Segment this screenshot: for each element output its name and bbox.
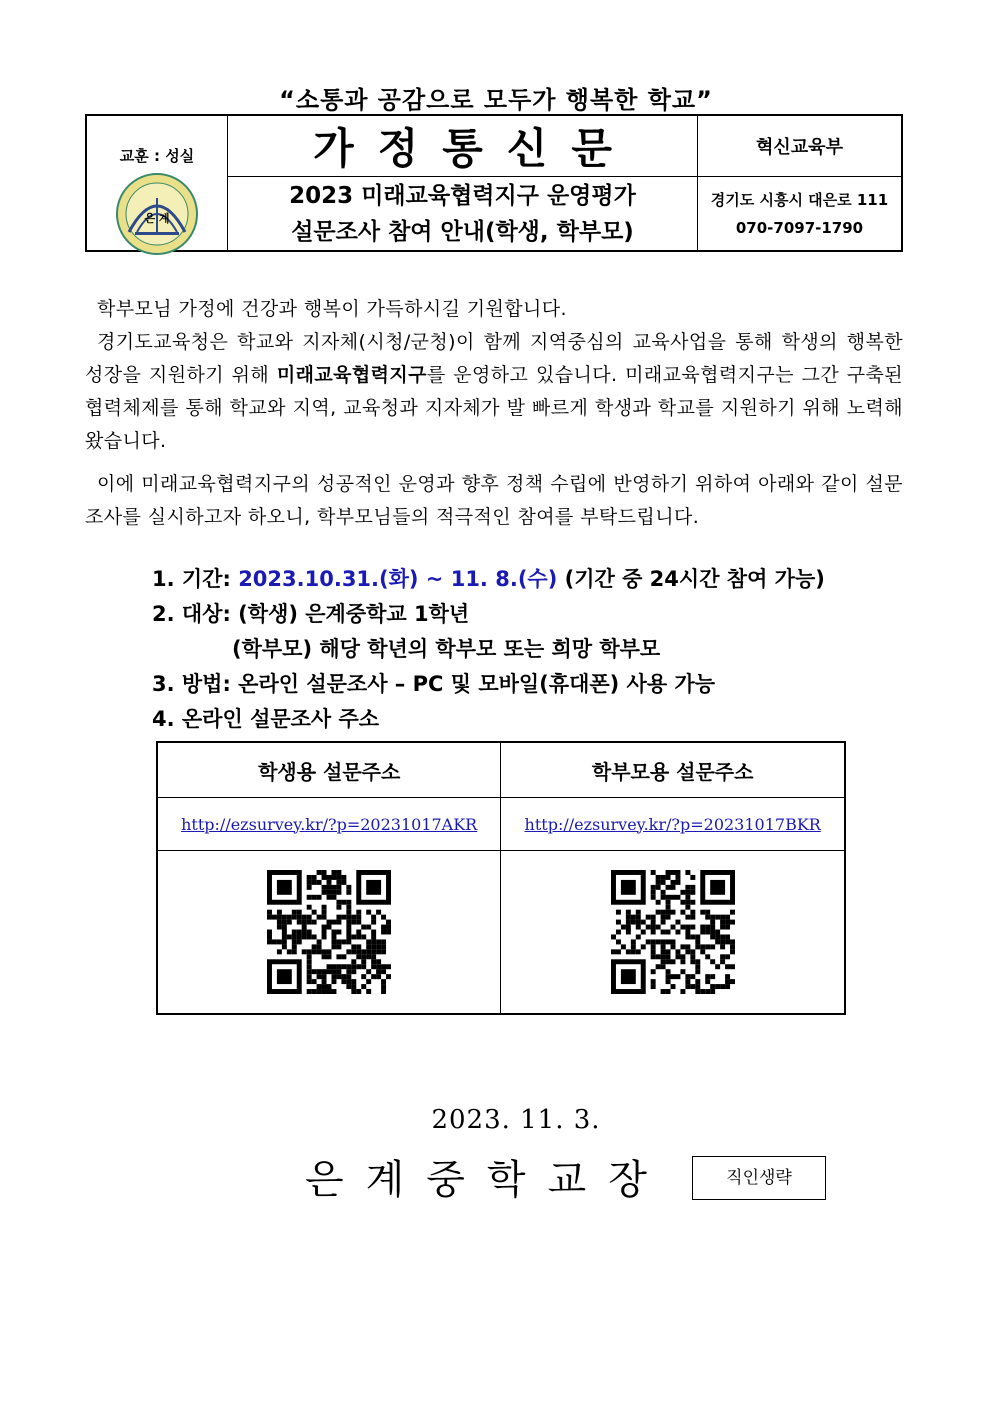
- request-paragraph: 이에 미래교육협력지구의 성공적인 운영과 향후 정책 수립에 반영하기 위하여 아래와 같이 설문조사를 실시하고자 하오니, 학부모님들의 적극적인 참여를 부탁드립니다.: [85, 473, 903, 528]
- parent-qr-code-icon[interactable]: [611, 870, 735, 994]
- letter-header: [85, 114, 903, 252]
- student-survey-url-cell: [157, 798, 501, 851]
- letter-body: [85, 293, 903, 544]
- address-item: 4. 온라인 설문조사 주소: [152, 707, 380, 731]
- target-item-parents: (학부모) 해당 학년의 학부모 또는 희망 학부모: [232, 637, 661, 661]
- document-title: 가정통신문: [228, 115, 698, 177]
- school-address: 경기도 시흥시 대은로 111: [710, 190, 889, 209]
- survey-details: [152, 562, 825, 737]
- department: 혁신교육부: [698, 115, 903, 177]
- seal-omitted-box: 직인생략: [692, 1156, 826, 1200]
- contact-info: [698, 177, 903, 252]
- period-item: [152, 562, 825, 597]
- issue-date: 2023. 11. 3.: [431, 1105, 601, 1135]
- subtitle-line-2: 설문조사 참여 안내(학생, 학부모): [291, 218, 634, 245]
- student-qr-cell: [157, 851, 501, 1015]
- target-item-students: 2. 대상: (학생) 은계중학교 1학년: [152, 602, 470, 626]
- school-motto: 교훈 : 성실: [119, 146, 195, 165]
- motto: “소통과 공감으로 모두가 행복한 학교”: [279, 86, 713, 114]
- emblem-text: 은 계: [144, 211, 170, 225]
- period-value: 2023.10.31.(화) ~ 11. 8.(수): [238, 567, 558, 591]
- greeting-paragraph: 학부모님 가정에 건강과 행복이 가득하시길 기원합니다.: [97, 298, 567, 320]
- survey-address-table: [156, 741, 846, 1015]
- parent-survey-header: 학부모용 설문주소: [501, 742, 845, 798]
- parent-qr-cell: [501, 851, 845, 1015]
- method-item: 3. 방법: 온라인 설문조사 – PC 및 모바일(휴대폰) 사용 가능: [152, 672, 716, 696]
- student-survey-link[interactable]: http://ezsurvey.kr/?p=20231017AKR: [181, 814, 478, 834]
- period-label: 1. 기간:: [152, 567, 239, 591]
- subtitle-line-1: 2023 미래교육협력지구 운영평가: [289, 182, 636, 209]
- parent-survey-link[interactable]: http://ezsurvey.kr/?p=20231017BKR: [524, 814, 821, 834]
- parent-survey-url-cell: [501, 798, 845, 851]
- school-identity: [86, 115, 228, 251]
- principal-signature: 은계중학교장: [305, 1157, 669, 1203]
- student-qr-code-icon[interactable]: [267, 870, 391, 994]
- intro-text-b: 를 운영하고 있습니다. 미래교육협력지구는 그간 구축된 협력체제를 통해 학교와 지역, 교육청과 지자체가 발 빠르게 학생과 학교를 지원하기 위해 노력해 왔습니다.: [85, 364, 904, 452]
- intro-paragraph: [85, 326, 903, 458]
- school-phone: 070-7097-1790: [735, 218, 864, 237]
- intro-text-a: 경기도교육청은 학교와 지자체(시청/군청)이 함께 지역중심의 교육사업을 통해 학생의 행복한 성장을 지원하기 위해: [85, 331, 903, 386]
- period-note: (기간 중 24시간 참여 가능): [557, 567, 825, 591]
- student-survey-header: 학생용 설문주소: [157, 742, 501, 798]
- intro-highlight: 미래교육협력지구: [276, 364, 427, 386]
- document-subtitle: [228, 177, 698, 252]
